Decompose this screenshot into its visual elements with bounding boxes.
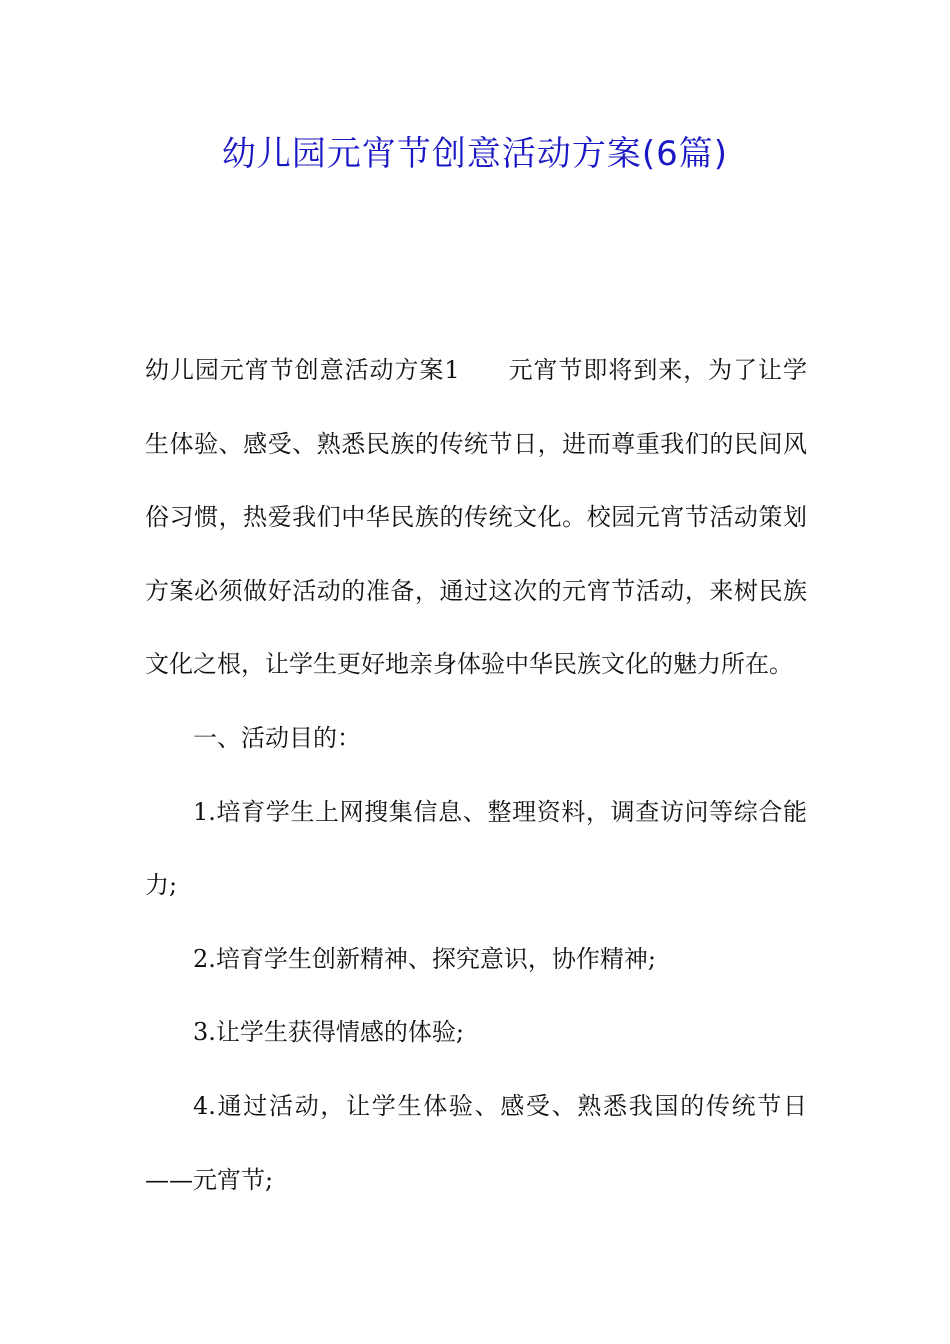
section-heading: 一、活动目的： [193, 723, 361, 752]
intro-heading: 幼儿园元宵节创意活动方案1 [145, 356, 460, 384]
list-item: 2.培育学生创新精神、探究意识，协作精神; [193, 944, 656, 973]
list-item: 1.培育学生上网搜集信息、整理资料，调查访问等综合能力; [145, 797, 807, 900]
document-body [145, 334, 807, 1217]
intro-text: 元宵节即将到来，为了让学生体验、感受、熟悉民族的传统节日，进而尊重我们的民间风俗习惯，热爱我们中华民族的传统文化。校园元宵节活动策划方案必须做好活动的准备，通过这次的元宵节活动，来树民族文化之根，让学生更好地亲身体验中华民族文化的魅力所在。 [145, 356, 807, 679]
list-item: 3.让学生获得情感的体验; [193, 1018, 464, 1047]
list-item: 4.通过活动，让学生体验、感受、熟悉我国的传统节日——元宵节; [145, 1091, 807, 1194]
document-title: 幼儿园元宵节创意活动方案(6篇) [221, 134, 729, 174]
intro-paragraph [145, 334, 807, 702]
